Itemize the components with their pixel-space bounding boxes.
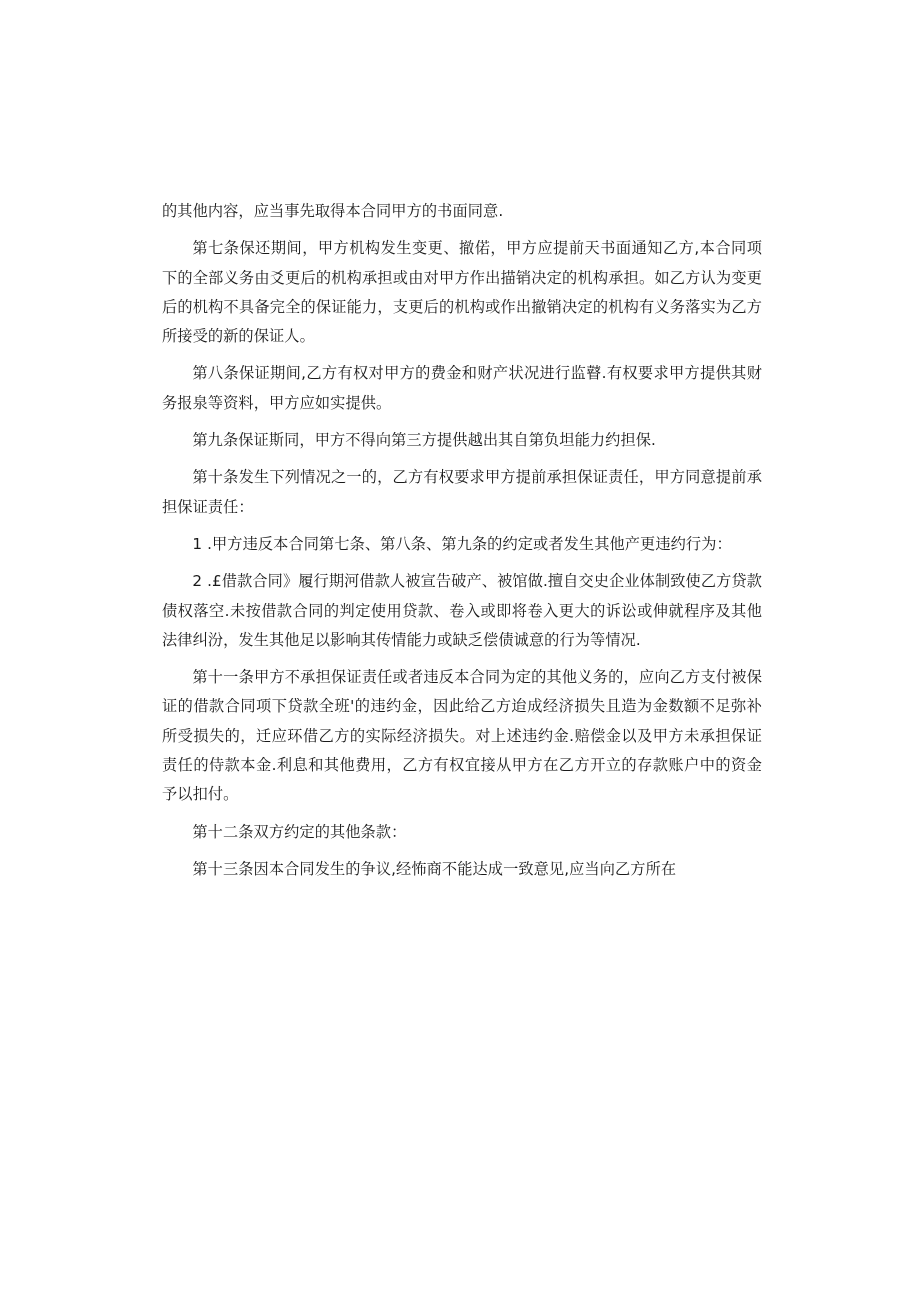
paragraph-article-11: 第十一条甲方不承担保证责任或者违反本合同为定的其他义务的，应向乙方支付被保证的借款合同项下贷款全班'的违约金，因此给乙方迨成经济损失且造为金数额不足弥补所受损失的，迁应环借乙方的实际经济损失。对上述违约金.赔偿金以及甲方未承担保证责任的侍款本金.利息和其他费用，乙方有权宜接从甲方在乙方开立的存款账户中的资金予以扣付。 [162, 668, 762, 804]
paragraph-item-2: 2 .£借款合同》履行期河借款人被宣告破产、被馆做.擅自交史企业体制致使乙方贷款债权落空.未按借款合同的判定使用贷款、卷入或即将卷入更大的诉讼或伸就程序及其他法律纠汾，发生其他足以影响其传情能力或缺乏偿债诚意的行为等情况. [162, 572, 762, 649]
paragraph-article-10: 第十条发生下列情况之一的，乙方有权要求甲方提前承担保证责任，甲方同意提前承担保证责任： [162, 468, 762, 516]
paragraph-continuation: 的其他内容，应当事先取得本合同甲方的书面同意. [162, 202, 504, 220]
paragraph-item-1: 1 .甲方违反本合同第七条、第八条、第九条的约定或者发生其他产更违约行为： [192, 534, 732, 553]
paragraph-article-8: 第八条保证期间,乙方有权对甲方的费金和财产状况进行监瞽.有权要求甲方提供其财务报泉等资料，甲方应如实提供。 [162, 364, 762, 412]
paragraph-article-9: 第九条保证斯同，甲方不得向第三方提供越出其自第负坦能力约担保. [192, 431, 656, 450]
paragraph-article-12: 第十二条双方约定的其他条款： [192, 822, 407, 841]
document-body [162, 197, 762, 892]
paragraph-article-7: 第七条保还期间，甲方机构发生变更、撤偌，甲方应提前天书面通知乙方,本合同项下的全部义务由爻更后的机构承担或由对甲方作出描销决定的机构承担。如乙方认为变更后的机构不具备完全的保证能力，支更后的机构或作出撤销决定的机构有义务落实为乙方所接受的新的保证人。 [162, 239, 762, 346]
paragraph-article-13: 第十三条因本合同发生的争议,经怖商不能达成一致意见,应当向乙方所在 [192, 859, 677, 878]
